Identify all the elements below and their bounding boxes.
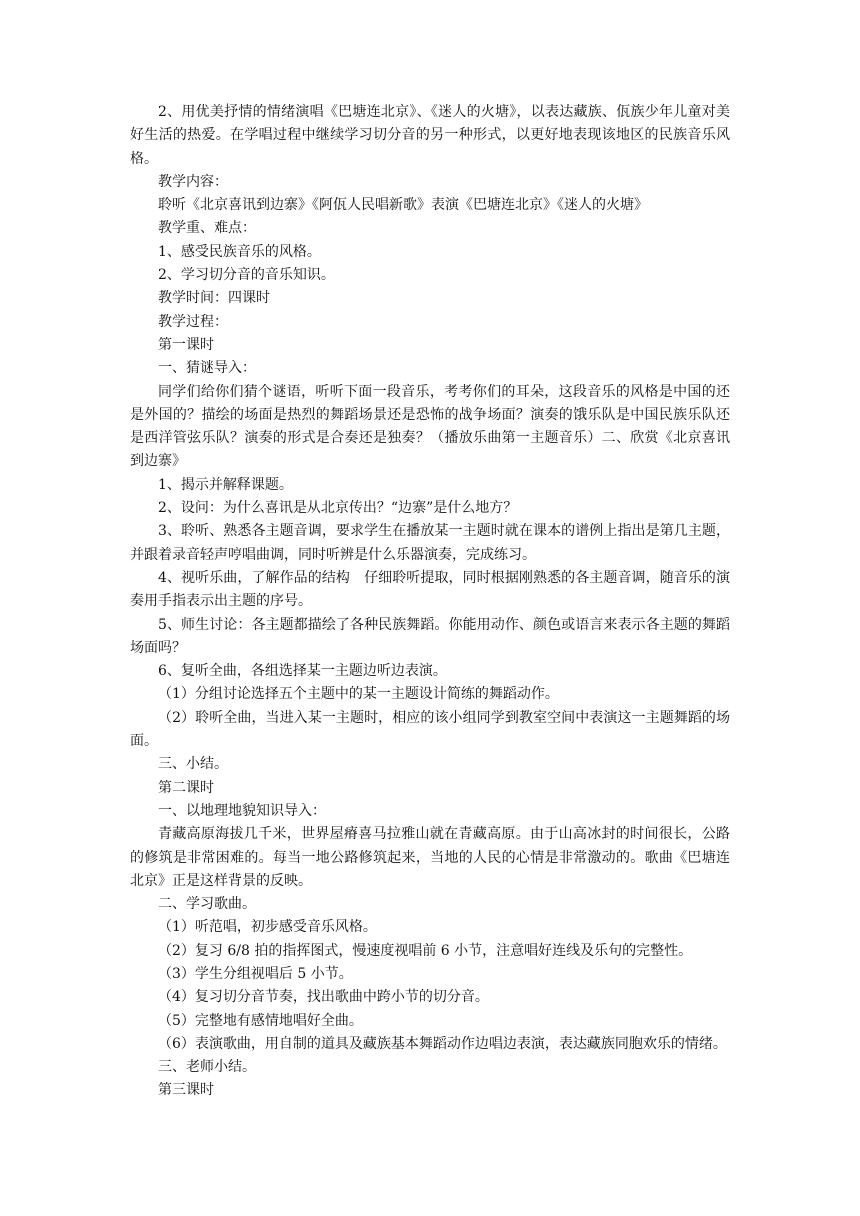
document-page — [130, 101, 730, 1103]
section-riddle-intro: 一、猜谜导入： — [158, 360, 256, 377]
song-step-2: （2）复习 6/8 拍的指挥图式，慢速度视唱前 6 小节，注意唱好连线及乐句的完整性。 — [158, 942, 693, 959]
paragraph-objective-2: 2、用优美抒情的情绪演唱《巴塘连北京》、《迷人的火塘》，以表达藏族、佤族少年儿童对美好生活的热爱。在学唱过程中继续学习切分音的另一种形式，以更好地表现该地区的民族音乐风格。 — [130, 104, 730, 167]
song-step-6: （6）表演歌曲，用自制的道具及藏族基本舞蹈动作边唱边表演，表达藏族同胞欢乐的情绪。 — [158, 1035, 727, 1052]
step-3: 3、聆听、熟悉各主题音调，要求学生在播放某一主题时就在课本的谱例上指出是第几主题，并跟着录音轻声哼唱曲调，同时听辨是什么乐器演奏，完成练习。 — [130, 523, 730, 563]
section-learn-song: 二、学习歌曲。 — [158, 896, 256, 913]
song-step-1: （1）听范唱，初步感受音乐风格。 — [158, 919, 377, 936]
substep-1: （1）分组讨论选择五个主题中的某一主题设计简练的舞蹈动作。 — [158, 686, 559, 703]
heading-lesson-3: 第三课时 — [158, 1082, 214, 1099]
substep-2: （2）聆听全曲，当进入某一主题时，相应的该小组同学到教室空间中表演这一主题舞蹈的场面。 — [130, 709, 730, 750]
section-summary: 三、小结。 — [158, 756, 228, 773]
song-step-5: （5）完整地有感情地唱好全曲。 — [158, 1012, 363, 1029]
song-step-3: （3）学生分组视唱后 5 小节。 — [158, 965, 353, 982]
paragraph-teaching-content: 聆听《北京喜讯到边寨》《阿佤人民唱新歌》表演《巴塘连北京》《迷人的火塘》 — [158, 197, 648, 214]
heading-teaching-process: 教学过程： — [158, 313, 228, 330]
heading-lesson-1: 第一课时 — [158, 336, 214, 353]
paragraph-riddle: 同学们给你们猜个谜语，听听下面一段音乐，考考你们的耳朵，这段音乐的风格是中国的还是外国的？描绘的场面是热烈的舞蹈场景还是恐怖的战争场面？演奏的饿乐队是中国民族乐队还是西洋管弦乐队？演奏的形式是合奏还是独奏？（播放乐曲第一主题音乐）二、欣赏《北京喜讯到边寨》 — [130, 383, 730, 470]
song-step-4: （4）复习切分音节奏，找出歌曲中跨小节的切分音。 — [158, 989, 489, 1006]
step-1: 1、揭示并解释课题。 — [158, 476, 293, 493]
step-6: 6、复听全曲，各组选择某一主题边听边表演。 — [158, 663, 447, 680]
key-point-1: 1、感受民族音乐的风格。 — [158, 243, 321, 260]
heading-teaching-content: 教学内容： — [158, 173, 228, 190]
step-5: 5、师生讨论：各主题都描绘了各种民族舞蹈。你能用动作、颜色或语言来表示各主题的舞蹈场面吗？ — [130, 616, 730, 656]
teaching-time: 教学时间：四课时 — [158, 290, 270, 307]
key-point-2: 2、学习切分音的音乐知识。 — [158, 267, 335, 284]
heading-lesson-2: 第二课时 — [158, 779, 214, 796]
paragraph-geography: 青藏高原海拔几千米，世界屋瘠喜马拉雅山就在青藏高原。由于山高冰封的时间很长，公路的修筑是非常困难的。每当一地公路修筑起来，当地的人民的心情是非常激动的。歌曲《巴塘连北京》正是这样背景的反映。 — [130, 826, 730, 889]
heading-key-points: 教学重、难点： — [158, 220, 256, 237]
step-4: 4、视听乐曲，了解作品的结构 仔细聆听提取，同时根据刚熟悉的各主题音调，随音乐的演奏用手指表示出主题的序号。 — [130, 569, 730, 610]
section-teacher-summary: 三、老师小结。 — [158, 1059, 256, 1076]
step-2: 2、设问：为什么喜讯是从北京传出？“边寨”是什么地方？ — [158, 500, 518, 517]
section-geography-intro: 一、以地理地貌知识导入： — [158, 802, 326, 819]
